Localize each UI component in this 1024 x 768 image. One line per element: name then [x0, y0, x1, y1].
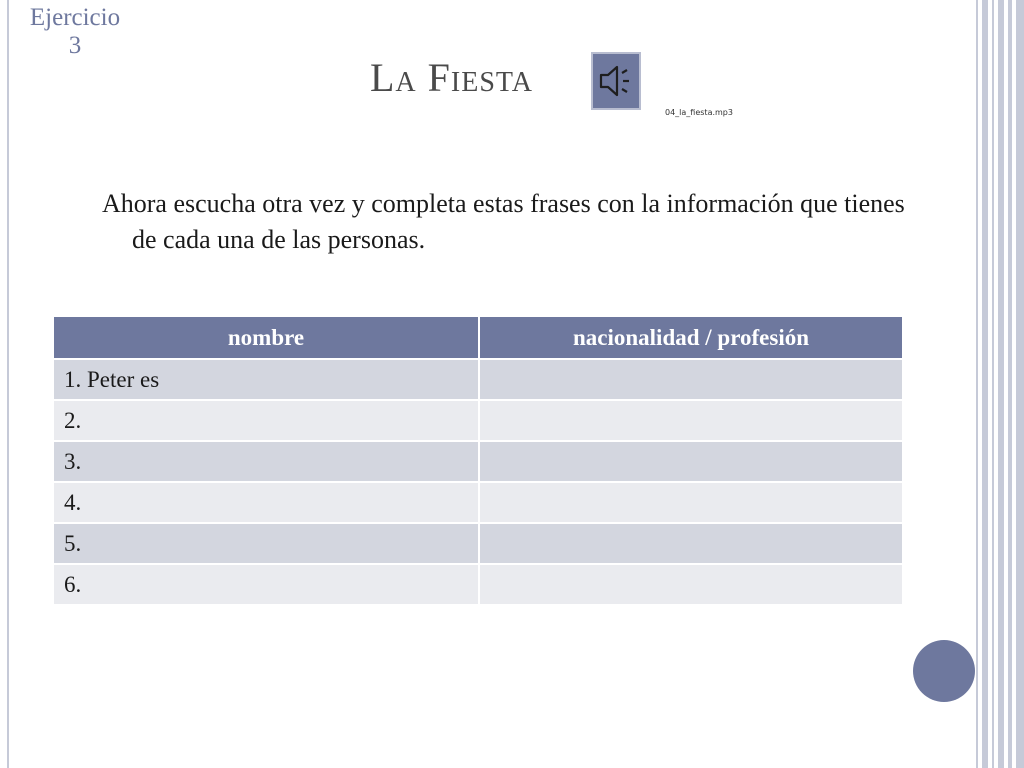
exercise-label — [14, 4, 136, 60]
table-header-row — [53, 316, 903, 359]
decorative-circle — [913, 640, 975, 702]
table-row — [53, 523, 903, 564]
audio-play-button[interactable] — [591, 52, 641, 110]
instructions-text: Ahora escucha otra vez y completa estas frases con la información que tienes de cada una de las personas. — [102, 189, 905, 254]
table-cell-info[interactable] — [479, 564, 903, 605]
table-row — [53, 482, 903, 523]
table-cell-name: 3. — [53, 441, 479, 482]
exercise-label-line2: 3 — [68, 32, 82, 59]
table-cell-info[interactable] — [479, 359, 903, 400]
audio-file-caption: 04_la_fiesta.mp3 — [665, 108, 733, 117]
table-row — [53, 400, 903, 441]
slide-title: La Fiesta — [370, 55, 533, 100]
answer-table — [52, 315, 904, 606]
table-cell-info[interactable] — [479, 523, 903, 564]
right-decorative-stripes — [976, 0, 1024, 768]
speaker-icon — [595, 60, 637, 102]
table-row — [53, 564, 903, 605]
table-cell-name: 1. Peter es — [53, 359, 479, 400]
table-cell-name: 6. — [53, 564, 479, 605]
left-border-line — [7, 0, 9, 768]
table-cell-info[interactable] — [479, 400, 903, 441]
table-cell-info[interactable] — [479, 441, 903, 482]
table-row — [53, 359, 903, 400]
table-cell-name: 5. — [53, 523, 479, 564]
table-row — [53, 441, 903, 482]
table-cell-name: 2. — [53, 400, 479, 441]
table-cell-info[interactable] — [479, 482, 903, 523]
header-nacionalidad-profesion: nacionalidad / profesión — [479, 316, 903, 359]
table-cell-name: 4. — [53, 482, 479, 523]
header-nombre: nombre — [53, 316, 479, 359]
exercise-label-line1: Ejercicio — [29, 4, 121, 31]
